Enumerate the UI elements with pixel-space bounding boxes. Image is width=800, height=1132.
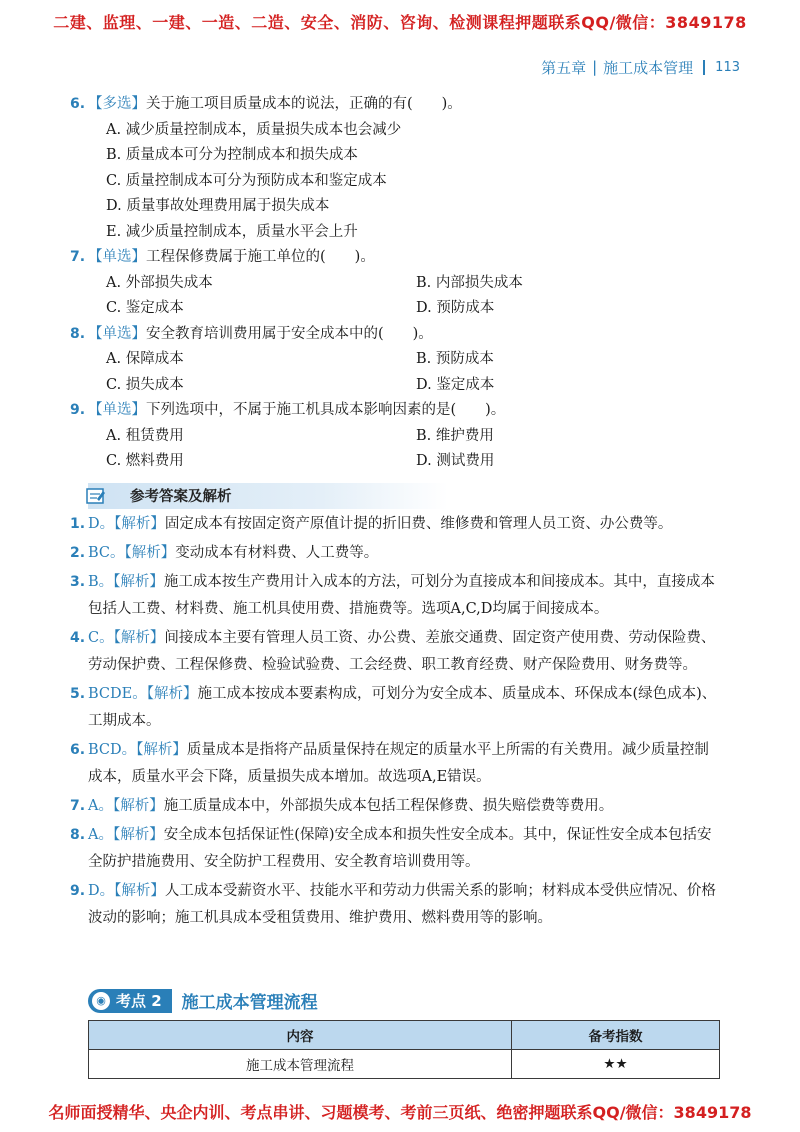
- answer-number: 7.: [70, 797, 86, 814]
- question-number: 7.: [70, 249, 86, 265]
- study-index-table: [88, 1020, 720, 1079]
- chapter-title: 施工成本管理: [603, 58, 694, 77]
- knowledge-point-label: 考点 2: [116, 992, 162, 1010]
- question: [70, 245, 720, 322]
- question-stem: [70, 245, 720, 271]
- answer-key: A。: [88, 797, 113, 814]
- running-head: [541, 56, 740, 78]
- page-number: 113: [703, 60, 740, 75]
- answer-number: 5.: [70, 685, 86, 702]
- option: B. 内部损失成本: [416, 274, 523, 291]
- question-stem: [70, 92, 720, 118]
- table-header-row: [89, 1021, 720, 1050]
- question-type-tag: 【单选】: [88, 325, 146, 342]
- options-grid: [88, 271, 720, 322]
- option: A. 保障成本: [106, 351, 184, 367]
- question: [70, 398, 720, 475]
- question-number: 8.: [70, 325, 86, 342]
- answer-text: 施工质量成本中，外部损失成本包括工程保修费、损失赔偿费等费用。: [163, 797, 614, 814]
- answer-number: 1.: [70, 515, 86, 532]
- analysis-tag: 【解析】: [113, 573, 164, 590]
- option: D. 质量事故处理费用属于损失成本: [106, 198, 330, 214]
- bottom-banner: 名师面授精华、央企内训、考点串讲、习题模考、考前三页纸、绝密押题联系QQ/微信：3849178: [48, 1103, 752, 1122]
- question-type-tag: 【单选】: [88, 402, 146, 418]
- answer-key: BCDE。: [88, 685, 147, 702]
- analysis-tag: 【解析】: [113, 629, 165, 646]
- table-cell: ★★: [512, 1050, 720, 1079]
- answer-number: 4.: [70, 629, 86, 646]
- answer-text: 质量成本是指将产品质量保持在规定的质量水平上所需的有关费用。减少质量控制成本，质量水平会下降，质量损失成本增加。故选项A,E错误。: [88, 741, 709, 785]
- answer-item: [70, 569, 720, 623]
- answers-heading: [88, 483, 448, 509]
- answer-text: 固定成本有按固定资产原值计提的折旧费、维修费和管理人员工资、办公费等。: [164, 515, 673, 532]
- answer-item: [70, 793, 720, 820]
- question-type-tag: 【单选】: [88, 249, 146, 265]
- answer-key: BCD。: [88, 741, 137, 758]
- question-type-tag: 【多选】: [88, 96, 146, 112]
- option: C. 质量控制成本可分为预防成本和鉴定成本: [106, 172, 387, 189]
- question-text: 工程保修费属于施工单位的( )。: [146, 249, 375, 265]
- answer-key: BC。: [88, 544, 125, 561]
- option: A. 减少质量控制成本，质量损失成本也会减少: [106, 121, 402, 138]
- answer-item: [70, 878, 720, 932]
- answer-text: 安全成本包括保证性(保障)安全成本和损失性安全成本。其中，保证性安全成本包括安全防护措施费用、安全防护工程费用、安全教育培训费用等。: [88, 826, 712, 870]
- knowledge-point-title: 施工成本管理流程: [181, 993, 318, 1013]
- answer-number: 8.: [70, 826, 86, 843]
- compass-icon: ◉: [92, 992, 110, 1010]
- answer-key: C。: [88, 629, 114, 646]
- analysis-tag: 【解析】: [136, 741, 187, 758]
- notepad-icon: [86, 487, 106, 505]
- option: B. 预防成本: [416, 351, 494, 367]
- option: B. 质量成本可分为控制成本和损失成本: [106, 147, 358, 163]
- answer-text: 变动成本有材料费、人工费等。: [175, 544, 379, 561]
- answer-number: 2.: [70, 544, 86, 561]
- option: D. 鉴定成本: [416, 376, 495, 393]
- answer-text: 人工成本受薪资水平、技能水平和劳动力供需关系的影响；材料成本受供应情况、价格波动的影响；施工机具成本受租赁费用、维护费用、燃料费用等的影响。: [88, 882, 716, 926]
- top-banner: 二建、监理、一建、一造、二造、安全、消防、咨询、检测课程押题联系QQ/微信：3849178: [53, 13, 747, 32]
- question-number: 6.: [70, 96, 86, 112]
- answer-text: 施工成本按成本要素构成，可划分为安全成本、质量成本、环保成本(绿色成本)、工期成本。: [88, 685, 717, 729]
- option: A. 租赁费用: [106, 427, 184, 444]
- analysis-tag: 【解析】: [112, 797, 164, 814]
- option: D. 预防成本: [416, 300, 495, 316]
- analysis-tag: 【解析】: [124, 544, 176, 561]
- knowledge-point-header: [88, 988, 318, 1013]
- answer-item: [70, 737, 720, 791]
- options-grid: [88, 424, 720, 475]
- answers-heading-text: 参考答案及解析: [130, 489, 232, 505]
- knowledge-point-badge: [88, 989, 172, 1013]
- option: A. 外部损失成本: [106, 274, 213, 291]
- analysis-tag: 【解析】: [112, 826, 164, 843]
- option: B. 维护费用: [416, 427, 494, 444]
- options-grid: [88, 347, 720, 398]
- answer-key: D。: [88, 882, 115, 899]
- answer-key: B。: [88, 573, 114, 590]
- option: D. 测试费用: [416, 453, 495, 469]
- option: E. 减少质量控制成本，质量水平会上升: [106, 223, 358, 240]
- running-head-separator: |: [592, 58, 598, 76]
- table-header-cell: 备考指数: [512, 1021, 720, 1050]
- answer-key: A。: [88, 826, 113, 843]
- page-content: [70, 92, 720, 932]
- analysis-tag: 【解析】: [114, 882, 165, 899]
- answer-number: 6.: [70, 741, 86, 758]
- answer-text: 施工成本按生产费用计入成本的方法，可划分为直接成本和间接成本。其中，直接成本包括人工费、材料费、施工机具使用费、措施费等。选项A,C,D均属于间接成本。: [88, 573, 715, 617]
- answer-item: [70, 511, 720, 538]
- answer-item: [70, 540, 720, 567]
- answer-item: [70, 681, 720, 735]
- answer-key: D。: [88, 515, 115, 532]
- option: C. 鉴定成本: [106, 300, 184, 316]
- question: [70, 92, 720, 245]
- answer-item: [70, 822, 720, 876]
- table-row: [89, 1050, 720, 1079]
- question-number: 9.: [70, 402, 86, 418]
- answer-number: 9.: [70, 882, 86, 899]
- question-text: 关于施工项目质量成本的说法，正确的有( )。: [146, 96, 462, 112]
- option: C. 燃料费用: [106, 453, 184, 469]
- question-text: 安全教育培训费用属于安全成本中的( )。: [146, 325, 433, 342]
- option: C. 损失成本: [106, 376, 184, 393]
- answer-number: 3.: [70, 573, 86, 590]
- chapter-label: 第五章: [541, 58, 587, 77]
- table-cell: 施工成本管理流程: [89, 1050, 512, 1079]
- question-stem: [70, 398, 720, 424]
- answer-item: [70, 625, 720, 679]
- answer-text: 间接成本主要有管理人员工资、办公费、差旅交通费、固定资产使用费、劳动保险费、劳动保护费、工程保修费、检验试验费、工会经费、职工教育经费、财产保险费用、财务费等。: [88, 629, 716, 673]
- analysis-tag: 【解析】: [146, 685, 198, 702]
- question-stem: [70, 322, 720, 348]
- analysis-tag: 【解析】: [114, 515, 165, 532]
- question-text: 下列选项中，不属于施工机具成本影响因素的是( )。: [146, 402, 506, 418]
- table-header-cell: 内容: [89, 1021, 512, 1050]
- question: [70, 322, 720, 399]
